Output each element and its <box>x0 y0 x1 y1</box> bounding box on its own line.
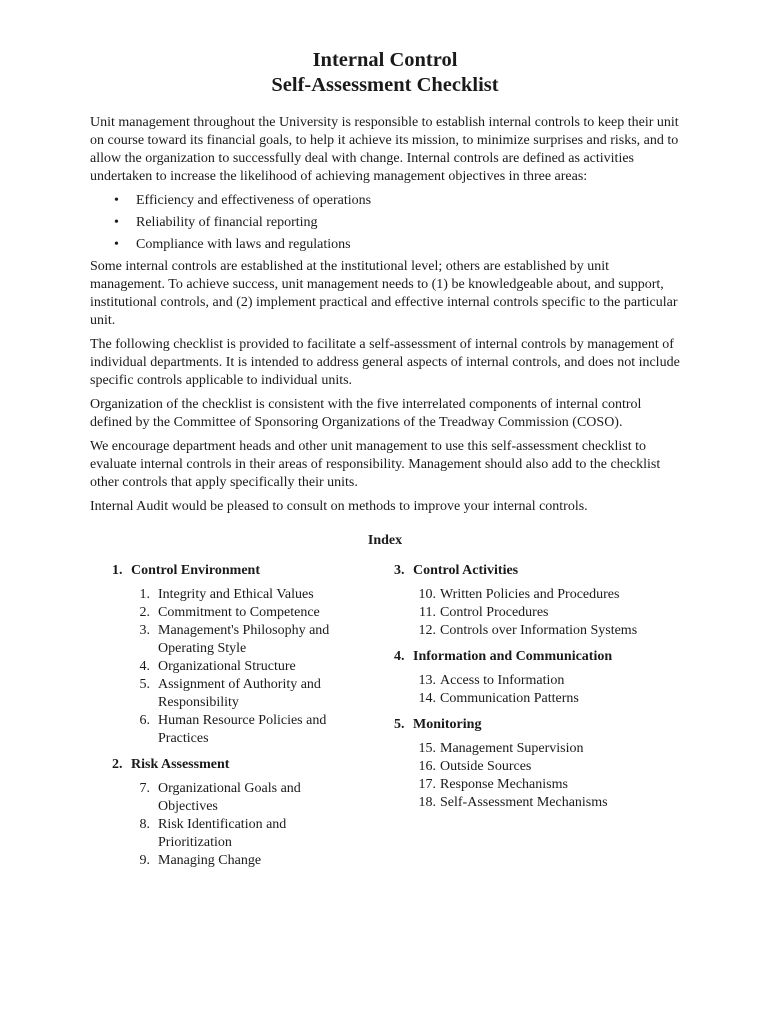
body-paragraph: Some internal controls are established at the institutional level; others are established by unit management. To achieve success, unit management needs to (1) be knowledgeable about, and support, institutional controls, and (2) implement practical and effective internal controls specific to the particular unit. <box>90 259 678 328</box>
index-item <box>112 622 394 658</box>
index-section-risk-assessment <box>112 756 394 870</box>
section-number: 5. <box>394 717 405 732</box>
index-item <box>112 712 394 748</box>
title-line-2: Self-Assessment Checklist <box>271 74 499 96</box>
index-item-text: Organizational Structure <box>158 659 296 674</box>
index-item-text: Access to Information <box>440 673 565 688</box>
section-title: Control Environment <box>131 563 260 578</box>
index-item-text: Managing Change <box>158 853 262 868</box>
index-item-text: Communication Patterns <box>440 691 579 706</box>
index-item-text: Management Supervision <box>440 741 584 756</box>
index-item-number: 15. <box>418 741 436 756</box>
index-right-column <box>394 562 680 878</box>
index-item-number: 13. <box>418 673 436 688</box>
index-item-list <box>394 740 680 812</box>
index-item <box>394 690 680 708</box>
index-item-number: 17. <box>418 777 436 792</box>
index-item-number: 3. <box>139 623 150 638</box>
section-number: 2. <box>112 757 123 772</box>
index-item-number: 6. <box>139 713 150 728</box>
index-item-text: Assignment of Authority and Responsibility <box>158 677 321 710</box>
section-number: 1. <box>112 563 123 578</box>
title-line-1: Internal Control <box>312 49 458 71</box>
body-paragraph: We encourage department heads and other unit management to use this self-assessment checklist to evaluate internal controls in their areas of responsibility. Management should also add to the checklist other controls that apply specifically their units. <box>90 439 661 490</box>
index-item-text: Risk Identification and Prioritization <box>158 817 287 850</box>
index-item-number: 8. <box>139 817 150 832</box>
index-item <box>394 622 680 640</box>
index-item <box>394 794 680 812</box>
index-item-text: Management's Philosophy and Operating Style <box>158 623 330 656</box>
index-item <box>112 604 394 622</box>
index-item-number: 16. <box>418 759 436 774</box>
body-paragraph: Internal Audit would be pleased to consult on methods to improve your internal controls. <box>90 499 588 514</box>
index-item <box>394 740 680 758</box>
index-section-control-environment <box>112 562 394 748</box>
index-item-text: Organizational Goals and Objectives <box>158 781 301 814</box>
index-section-heading <box>394 648 680 666</box>
index-item-number: 14. <box>418 691 436 706</box>
index-left-column <box>90 562 394 878</box>
document-title <box>90 48 680 98</box>
index-item <box>112 676 394 712</box>
index-item-text: Written Policies and Procedures <box>440 587 620 602</box>
index-heading: Index <box>367 533 403 548</box>
section-title: Control Activities <box>413 563 519 578</box>
index-section-information-and-communication <box>394 648 680 708</box>
section-number: 3. <box>394 563 405 578</box>
index-item-list <box>394 586 680 640</box>
index-section-heading <box>394 716 680 734</box>
body-paragraph: Organization of the checklist is consistent with the five interrelated components of internal control defined by the Committee of Sponsoring Organizations of the Treadway Commission (COSO). <box>90 397 642 430</box>
index-item <box>112 586 394 604</box>
bullet-marker: • <box>114 193 119 208</box>
index-item-number: 4. <box>139 659 150 674</box>
index-item <box>112 658 394 676</box>
index-item <box>112 852 394 870</box>
section-number: 4. <box>394 649 405 664</box>
index-section-heading <box>112 756 394 774</box>
index-item-number: 5. <box>139 677 150 692</box>
intro-paragraph: Unit management throughout the University is responsible to establish internal controls to keep their unit on course toward its financial goals, to help it achieve its mission, to minimize surprises and risks, and to allow the organization to successfully deal with change. Internal controls are defined as activities undertaken to increase the likelihood of achieving management objectives in three areas: <box>90 115 679 184</box>
index-item-number: 1. <box>139 587 150 602</box>
index-item-list <box>112 586 394 748</box>
bullet-item <box>90 236 680 254</box>
section-title: Risk Assessment <box>131 757 230 772</box>
index-item-number: 7. <box>139 781 150 796</box>
index-item-number: 10. <box>418 587 436 602</box>
index-item <box>112 816 394 852</box>
index-section-heading <box>394 562 680 580</box>
index-item-text: Self-Assessment Mechanisms <box>440 795 608 810</box>
bullet-text: Compliance with laws and regulations <box>136 237 351 252</box>
index-item-text: Integrity and Ethical Values <box>158 587 314 602</box>
index-item <box>394 758 680 776</box>
index-item-list <box>112 780 394 870</box>
index-item-number: 9. <box>139 853 150 868</box>
bullet-text: Efficiency and effectiveness of operations <box>136 193 372 208</box>
index-item-number: 18. <box>418 795 436 810</box>
objective-areas-list <box>90 192 680 254</box>
index-section-control-activities <box>394 562 680 640</box>
index-item-list <box>394 672 680 708</box>
index-columns <box>90 562 680 878</box>
section-title: Monitoring <box>413 717 482 732</box>
index-item-text: Outside Sources <box>440 759 532 774</box>
index-item <box>112 780 394 816</box>
index-section-heading <box>112 562 394 580</box>
index-item-text: Control Procedures <box>440 605 549 620</box>
index-item-text: Response Mechanisms <box>440 777 568 792</box>
bullet-item <box>90 192 680 210</box>
bullet-marker: • <box>114 215 119 230</box>
bullet-marker: • <box>114 237 119 252</box>
section-title: Information and Communication <box>413 649 613 664</box>
index-section-monitoring <box>394 716 680 812</box>
index-item <box>394 604 680 622</box>
index-item-number: 11. <box>419 605 436 620</box>
index-item <box>394 586 680 604</box>
index-item <box>394 776 680 794</box>
bullet-text: Reliability of financial reporting <box>136 215 318 230</box>
index-item-text: Commitment to Competence <box>158 605 320 620</box>
body-paragraph: The following checklist is provided to facilitate a self-assessment of internal controls by management of individual departments. It is intended to address general aspects of internal controls, and does not include specific controls applicable to individual units. <box>90 337 680 388</box>
bullet-item <box>90 214 680 232</box>
index-item-number: 12. <box>418 623 436 638</box>
index-item <box>394 672 680 690</box>
index-item-text: Controls over Information Systems <box>440 623 638 638</box>
index-item-text: Human Resource Policies and Practices <box>158 713 327 746</box>
index-item-number: 2. <box>139 605 150 620</box>
